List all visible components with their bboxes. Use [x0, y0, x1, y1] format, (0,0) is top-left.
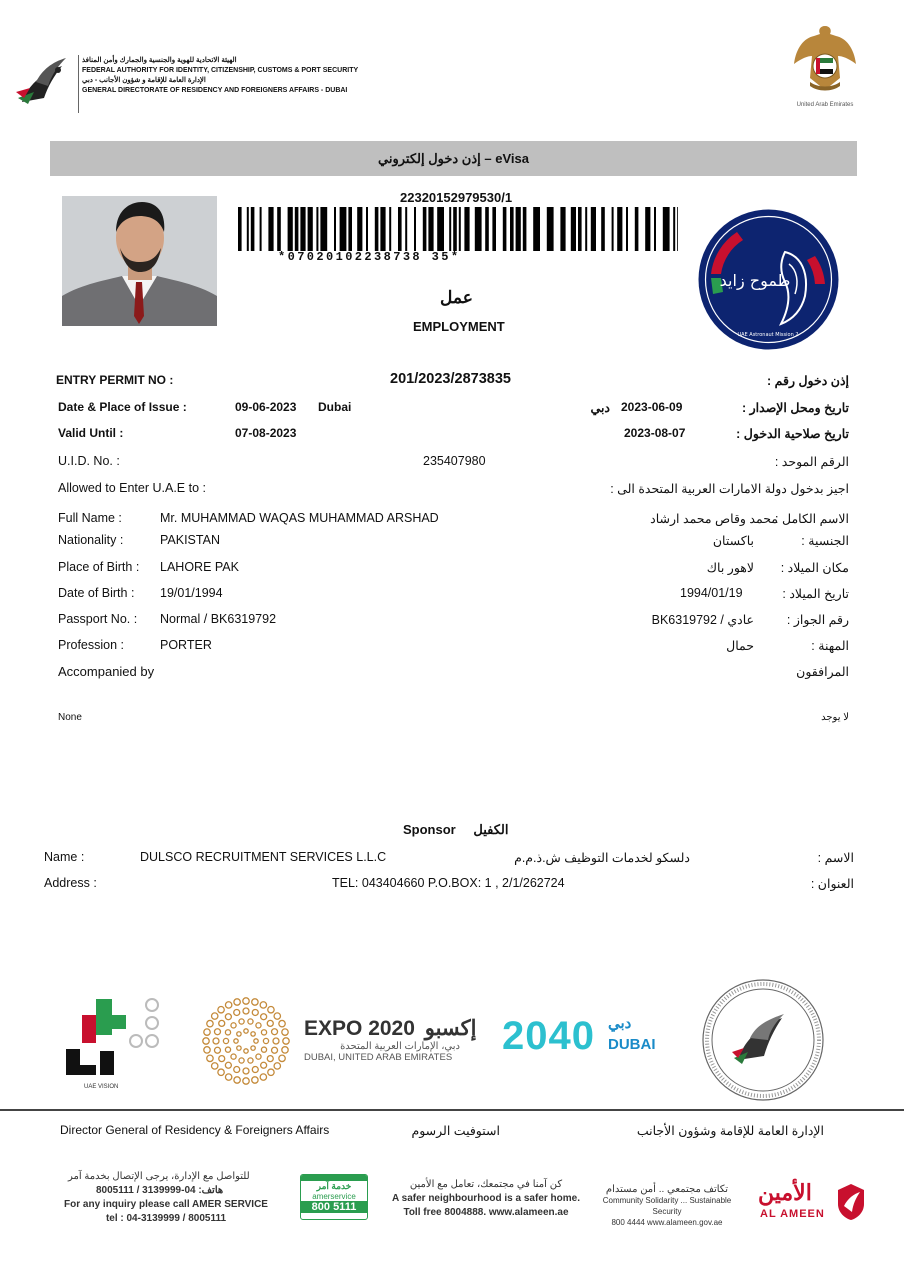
issue-place-ar: دبي	[590, 401, 610, 415]
uid-label: U.I.D. No. :	[58, 454, 120, 468]
expo-emblem-dot	[261, 1030, 266, 1035]
barcode-bar	[366, 207, 368, 251]
passport-label: Passport No. :	[58, 612, 138, 626]
sponsor-name: DULSCO RECRUITMENT SERVICES L.L.C	[140, 850, 387, 864]
barcode-bar	[523, 207, 527, 251]
full-name-ar: محمد وقاص محمد ارشاد	[650, 512, 778, 526]
expo-emblem-dot	[252, 1009, 258, 1015]
barcode-bar	[340, 207, 347, 251]
barcode-bar	[510, 207, 514, 251]
uid-label-ar: الرقم الموحد :	[774, 455, 849, 469]
director-general-en: Director General of Residency & Foreigners Affairs	[60, 1123, 330, 1137]
barcode-bar	[277, 207, 281, 251]
expo-emblem-dot	[279, 1055, 285, 1061]
visa-type-en: EMPLOYMENT	[413, 319, 505, 334]
issue-label-ar: تاريخ ومحل الإصدار :	[741, 401, 849, 415]
barcode-bar	[485, 207, 489, 251]
badge-title: طموح زايد	[719, 271, 791, 290]
expo-sub-en: DUBAI, UNITED ARAB EMIRATES	[304, 1052, 453, 1063]
expo-emblem-dot	[261, 1014, 267, 1020]
amer-contact-ar-2: هاتف: 04-3139999 / 8005111	[96, 1185, 224, 1196]
expo-emblem-dot	[204, 1029, 210, 1035]
profession-label-ar: المهنة :	[811, 639, 849, 653]
expo-emblem-dot	[273, 1038, 279, 1044]
solidarity-ar: تكاتف مجتمعي .. أمن مستدام	[605, 1184, 729, 1195]
barcode-bar	[663, 207, 670, 251]
expo-emblem-dot	[261, 1047, 266, 1052]
allowed-label-ar: اجيز بدخول دولة الامارات العربية المتحدة الى :	[610, 482, 849, 496]
dubai-2040-number: 2040	[502, 1014, 595, 1058]
expo-emblem-dot	[218, 1007, 224, 1013]
expo-emblem-dot	[225, 1062, 231, 1068]
authority-en: FEDERAL AUTHORITY FOR IDENTITY, CITIZENSHIP, CUSTOMS & PORT SECURITY	[82, 67, 359, 74]
barcode-bar	[591, 207, 596, 251]
expo-emblem-dot	[212, 1013, 218, 1019]
barcode-bar	[578, 207, 582, 251]
amer-logo-ar: خدمة آمر	[316, 1181, 352, 1191]
amer-contact-ar-1: للتواصل مع الإدارة، يرجى الإتصال بخدمة آمر	[68, 1171, 250, 1182]
expo-emblem-dot	[214, 1047, 220, 1053]
sponsor-name-label: Name :	[44, 850, 85, 864]
expo-emblem-dot	[214, 1029, 220, 1035]
barcode-bar	[316, 207, 318, 251]
expo-emblem	[200, 995, 292, 1087]
alameen-slogan-ar: كن آمنا في مجتمعك، تعامل مع الأمين	[409, 1179, 563, 1190]
accompanied-label-ar: المرافقون	[796, 665, 849, 679]
gdrfa-ar: الإدارة العامة للإقامة وشؤون الأجانب	[636, 1124, 824, 1138]
barcode-bar	[585, 207, 587, 251]
expo-emblem-dot	[225, 1047, 230, 1052]
barcode-bar	[612, 207, 614, 251]
expo-emblem-dot	[244, 1049, 248, 1053]
astronaut-badge-icon	[697, 208, 840, 351]
nationality-label: Nationality :	[58, 533, 124, 547]
alameen-logo-ar: الأمين	[758, 1180, 812, 1205]
passport: Normal / BK6319792	[160, 612, 277, 626]
barcode-bar	[348, 207, 352, 251]
barcode-bar	[635, 207, 639, 251]
expo-emblem-dot	[243, 1008, 249, 1014]
sponsor-name-ar: دلسكو لخدمات التوظيف ش.ذ.م.م	[514, 851, 690, 865]
expo-title-en: EXPO 2020	[304, 1017, 415, 1040]
expo-emblem-dot	[256, 1054, 261, 1059]
falcon-logo-icon	[14, 52, 74, 108]
barcode-bar	[375, 207, 379, 251]
barcode-bar	[320, 207, 327, 251]
profession-label: Profession :	[58, 638, 125, 652]
expo-emblem-dot	[225, 1002, 231, 1008]
valid-date: 07-08-2023	[235, 426, 297, 440]
expo-emblem-dot	[248, 1058, 253, 1063]
dob-label-ar: تاريخ الميلاد :	[782, 587, 849, 601]
barcode-bar	[414, 207, 416, 251]
uae-vision-caption: UAE VISION	[84, 1084, 119, 1090]
expo-emblem-dot	[272, 1029, 278, 1035]
passport-label-ar: رقم الجواز :	[786, 613, 849, 627]
authority-block	[82, 56, 358, 96]
valid-date-ar: 2023-08-07	[624, 426, 686, 440]
visa-type-ar: عمل	[440, 288, 473, 307]
expo-emblem-dot	[231, 1023, 236, 1028]
barcode-bar	[251, 207, 255, 251]
barcode-bar	[560, 207, 565, 251]
expo-emblem-dot	[244, 1029, 248, 1033]
expo-emblem-dot	[225, 1030, 230, 1035]
uae-vision-icon	[56, 995, 176, 1079]
expo-emblem-dot	[207, 1020, 213, 1026]
amer-logo-en: amerservice	[312, 1192, 356, 1201]
expo-emblem-dot	[283, 1038, 289, 1044]
barcode-bar	[295, 207, 299, 251]
expo-emblem-dot	[219, 1020, 225, 1026]
nationality-label-ar: الجنسية :	[801, 534, 849, 548]
expo-emblem-dot	[237, 1032, 241, 1036]
barcode-bar	[428, 207, 433, 251]
expo-title-ar: إكسبو	[424, 1017, 477, 1040]
fees-paid-ar: استوفيت الرسوم	[411, 1124, 500, 1138]
barcode-bar	[533, 207, 540, 251]
barcode-bar	[308, 207, 313, 251]
expo-emblem-dot	[252, 999, 258, 1005]
expo-emblem-dot	[203, 1038, 209, 1044]
barcode-bar	[238, 207, 242, 251]
full-name-label: Full Name :	[58, 511, 122, 525]
accompanied-value: None	[58, 712, 82, 723]
emblem-caption: United Arab Emirates	[796, 102, 854, 108]
issue-label: Date & Place of Issue :	[58, 400, 187, 414]
expo-emblem-dot	[274, 1013, 280, 1019]
barcode-bar	[547, 207, 554, 251]
entry-permit-label: ENTRY PERMIT NO :	[56, 373, 174, 387]
pob-ar: لاهور باك	[706, 561, 754, 575]
amer-contact-en-2: tel : 04-3139999 / 8005111	[105, 1213, 227, 1224]
pob: LAHORE PAK	[160, 560, 239, 574]
expo-emblem-dot	[234, 1009, 240, 1015]
full-name: Mr. MUHAMMAD WAQAS MUHAMMAD ARSHAD	[160, 511, 439, 525]
expo-emblem-dot	[223, 1038, 228, 1043]
dubai-en: DUBAI	[608, 1036, 656, 1053]
uid-value: 235407980	[423, 454, 486, 468]
barcode-bar	[453, 207, 457, 251]
barcode-bar	[617, 207, 622, 251]
expo-emblem-dot	[204, 1047, 210, 1053]
barcode-bar	[459, 207, 461, 251]
barcode-bar	[645, 207, 650, 251]
expo-emblem-dot	[256, 1023, 261, 1028]
expo-emblem-dot	[282, 1029, 288, 1035]
barcode-bar	[268, 207, 273, 251]
dubai-2040-logo	[502, 1014, 672, 1064]
barcode-bar	[423, 207, 427, 251]
pob-label: Place of Birth :	[58, 560, 140, 574]
barcode-bar	[405, 207, 407, 251]
allowed-label: Allowed to Enter U.A.E to :	[58, 481, 206, 495]
expo-emblem-dot	[234, 1039, 238, 1043]
issue-place: Dubai	[318, 400, 352, 414]
profession-ar: حمال	[726, 639, 754, 653]
expo-emblem-dot	[274, 1063, 280, 1069]
federal-authority-seal	[698, 978, 828, 1103]
expo-emblem-dot	[218, 1069, 224, 1075]
sponsor-address-label: Address :	[44, 876, 97, 890]
expo-emblem-dot	[243, 1078, 249, 1084]
barcode-bar	[300, 207, 305, 251]
expo-emblem-dot	[239, 1058, 244, 1063]
uae-vision-logo	[56, 995, 176, 1093]
barcode-bar	[571, 207, 576, 251]
solidarity-en: Community Solidarity ... Sustainable Security	[602, 1196, 732, 1216]
zayed-ambition-badge	[697, 208, 840, 351]
accompanied-label: Accompanied by	[58, 664, 155, 679]
evisa-title: إذن دخول إلكتروني – eVisa	[378, 151, 529, 166]
amer-service-logo	[300, 1174, 368, 1220]
solidarity-block	[596, 1184, 738, 1228]
sponsor-title	[403, 822, 508, 838]
expo-emblem-dot	[213, 1038, 219, 1044]
sponsor-address: TEL: 043404660 P.O.BOX: 1 , 2/1/262724	[332, 876, 565, 890]
barcode-digits: *07020102238738 35*	[278, 250, 461, 264]
badge-caption: UAE Astronaut Mission 2	[737, 332, 799, 338]
alameen-logo-en: AL AMEEN	[760, 1208, 825, 1220]
expo-emblem-dot	[252, 1067, 258, 1073]
expo-emblem-dot	[267, 1056, 273, 1062]
pob-label-ar: مكان الميلاد :	[780, 561, 849, 575]
header-divider	[78, 55, 79, 113]
amer-contact	[56, 1170, 276, 1226]
barcode-bar	[247, 207, 249, 251]
alameen-shield-icon	[836, 1182, 866, 1222]
sponsor-title-en: Sponsor	[403, 822, 456, 837]
expo-emblem-dot	[234, 1077, 240, 1083]
barcode-bar	[380, 207, 385, 251]
barcode-bar	[503, 207, 507, 251]
barcode	[238, 207, 678, 251]
barcode-bar	[357, 207, 362, 251]
expo-emblem-dot	[248, 1019, 253, 1024]
expo-emblem-dot	[243, 998, 249, 1004]
expo-emblem-dot	[251, 1046, 255, 1050]
barcode-bar	[654, 207, 656, 251]
passport-ar: عادي / BK6319792	[651, 613, 754, 627]
barcode-bar	[398, 207, 402, 251]
expo-emblem-dot	[239, 1019, 244, 1024]
directorate-en: GENERAL DIRECTORATE OF RESIDENCY AND FOREIGNERS AFFAIRS - DUBAI	[82, 87, 348, 94]
expo-emblem-dot	[268, 1007, 274, 1013]
issue-date: 09-06-2023	[235, 400, 297, 414]
directorate-ar: الإدارة العامة للإقامة و شؤون الأجانب - دبي	[82, 77, 206, 84]
barcode-bar	[260, 207, 262, 251]
sponsor-name-label-ar: الاسم :	[817, 851, 854, 865]
barcode-bar	[437, 207, 444, 251]
barcode-number: 22320152979530/1	[400, 190, 513, 205]
issue-date-ar: 2023-06-09	[621, 400, 683, 414]
expo-emblem-dot	[267, 1020, 273, 1026]
expo-emblem-dot	[219, 1056, 225, 1062]
nationality-ar: باكستان	[712, 534, 754, 548]
falcon-emblem-icon	[790, 20, 860, 98]
barcode-bar	[475, 207, 482, 251]
applicant-photo	[62, 196, 217, 326]
expo-wordmark	[304, 1016, 477, 1072]
barcode-bar	[601, 207, 605, 251]
expo-emblem-dot	[231, 1054, 236, 1059]
expo-emblem-dot	[234, 1067, 240, 1073]
authority-ar: الهيئة الاتحادية للهوية والجنسية والجمارك وأمن المنافذ	[82, 57, 237, 64]
expo-emblem-dot	[252, 1077, 258, 1083]
barcode-bar	[516, 207, 521, 251]
dubai-ar: دبي	[608, 1015, 632, 1032]
alameen-logo	[758, 1180, 868, 1224]
profession: PORTER	[160, 638, 212, 652]
expo-emblem-dot	[272, 1047, 278, 1053]
nationality: PAKISTAN	[160, 533, 220, 547]
amer-contact-en-1: For any inquiry please call AMER SERVICE	[64, 1199, 268, 1210]
expo-sub-ar: دبي، الإمارات العربية المتحدة	[340, 1041, 460, 1052]
footer-divider	[0, 1109, 904, 1111]
amer-logo-number: 800 5111	[301, 1201, 367, 1213]
dob: 19/01/1994	[160, 586, 223, 600]
evisa-title-bar	[50, 141, 857, 176]
uae-emblem	[790, 20, 860, 110]
expo-emblem-dot	[254, 1039, 258, 1043]
valid-label-ar: تاريخ صلاحية الدخول :	[736, 427, 849, 441]
expo-emblem-dot	[225, 1014, 231, 1020]
sponsor-address-label-ar: العنوان :	[810, 877, 854, 891]
entry-permit-label-ar: إذن دخول رقم :	[767, 374, 849, 388]
valid-label: Valid Until :	[58, 426, 124, 440]
barcode-bar	[492, 207, 496, 251]
expo-emblem-dot	[234, 999, 240, 1005]
barcode-bar	[673, 207, 675, 251]
alameen-tollfree: Toll free 8004888. www.alameen.ae	[403, 1207, 569, 1218]
dob-ar: 1994/01/19	[680, 586, 743, 600]
barcode-bar	[288, 207, 293, 251]
expo-emblem-dot	[207, 1055, 213, 1061]
barcode-bar	[626, 207, 628, 251]
expo-emblem-dot	[260, 1074, 266, 1080]
expo-emblem-dot	[225, 1074, 231, 1080]
sponsor-title-ar: الكفيل	[473, 822, 509, 837]
barcode-bar	[334, 207, 336, 251]
expo-emblem-icon	[200, 995, 292, 1087]
barcode-bar	[677, 207, 678, 251]
expo-emblem-dot	[261, 1062, 267, 1068]
entry-permit-no: 201/2023/2873835	[390, 371, 511, 387]
expo-emblem-dot	[260, 1002, 266, 1008]
expo-emblem-dot	[251, 1032, 255, 1036]
alameen-slogan	[386, 1178, 586, 1220]
barcode-bar	[389, 207, 391, 251]
expo-emblem-dot	[243, 1068, 249, 1074]
accompanied-value-ar: لا يوجد	[821, 712, 849, 723]
solidarity-contact: 800 4444 www.alameen.gov.ae	[611, 1218, 723, 1227]
alameen-slogan-en: A safer neighbourhood is a safer home.	[392, 1193, 580, 1204]
expo-emblem-dot	[263, 1038, 268, 1043]
barcode-bar	[449, 207, 451, 251]
barcode-bar	[464, 207, 469, 251]
portrait-image	[62, 196, 217, 326]
expo-emblem-dot	[268, 1069, 274, 1075]
dob-label: Date of Birth :	[58, 586, 135, 600]
expo-emblem-dot	[212, 1063, 218, 1069]
expo-emblem-dot	[279, 1020, 285, 1026]
seal-icon	[698, 978, 828, 1103]
expo-emblem-dot	[237, 1046, 241, 1050]
expo-emblem-dot	[282, 1047, 288, 1053]
full-name-label-ar: الاسم الكامل :	[775, 512, 849, 526]
